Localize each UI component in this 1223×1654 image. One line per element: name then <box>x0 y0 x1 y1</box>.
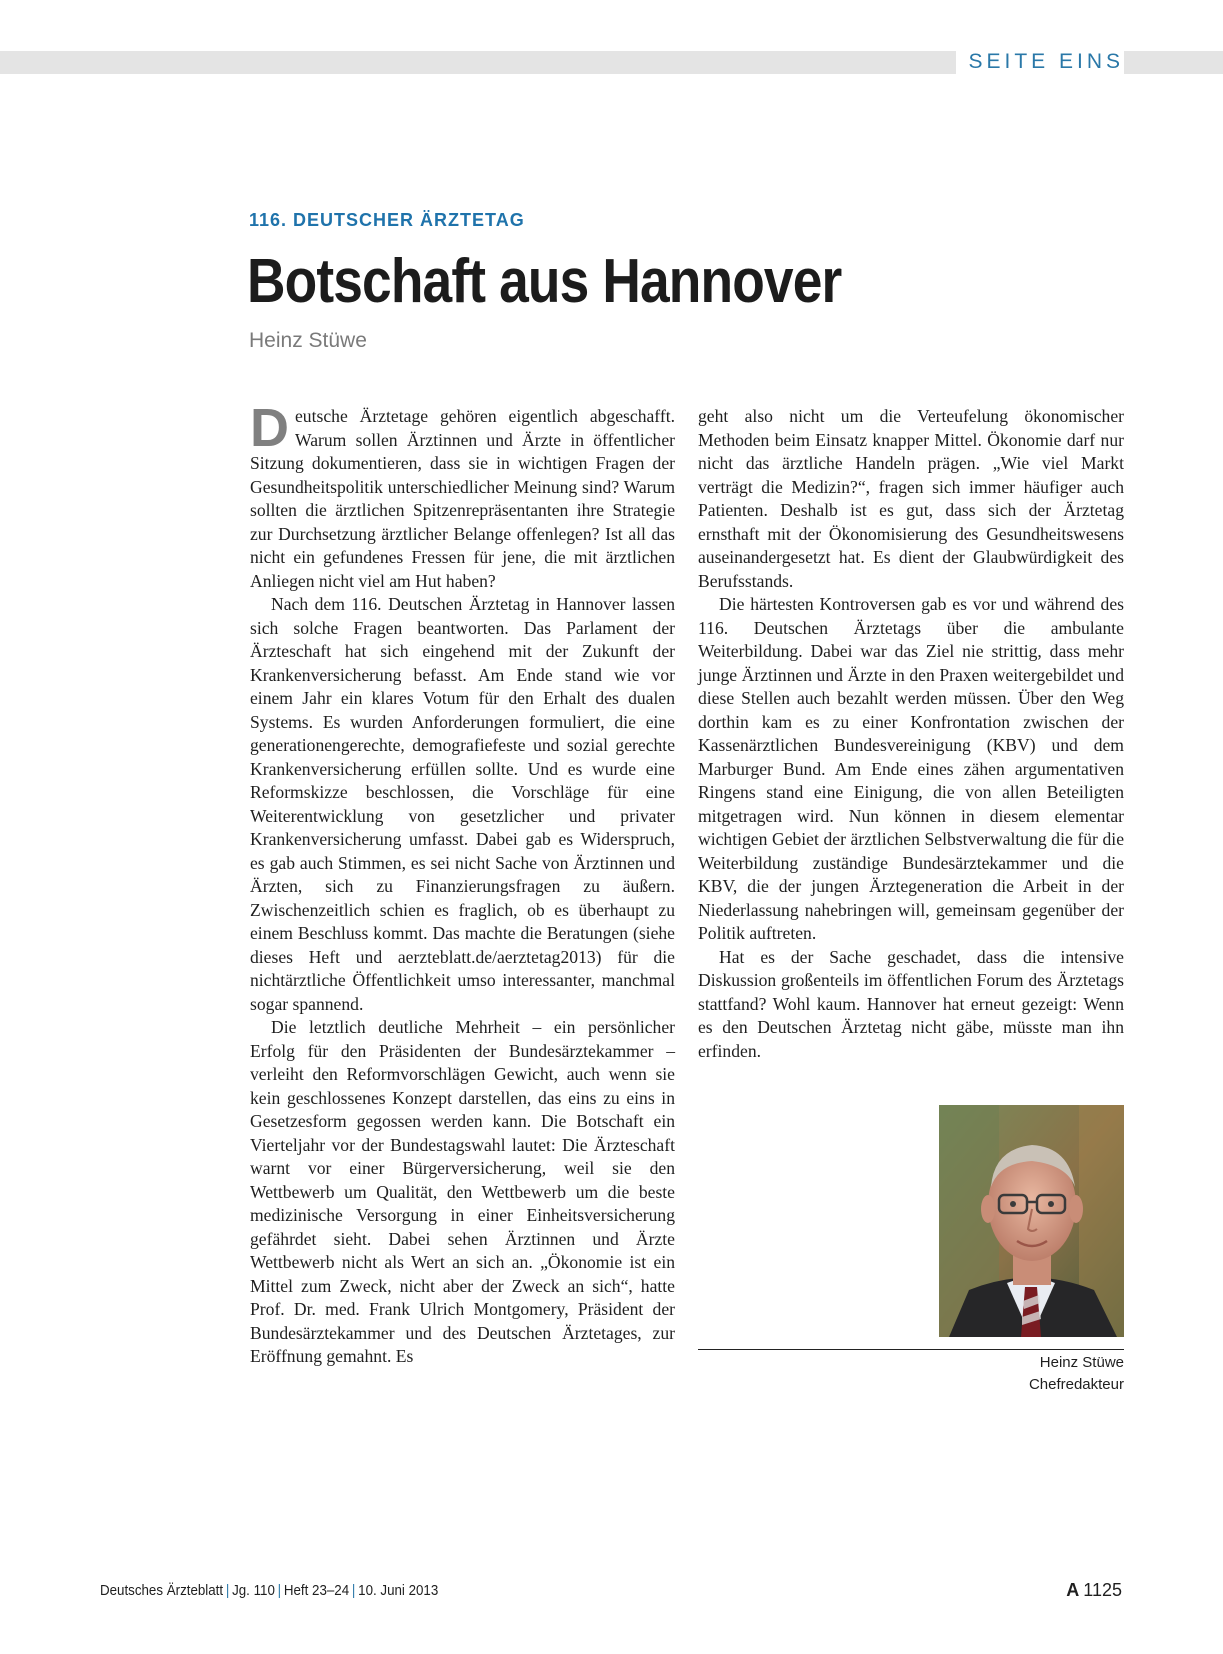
text-column-right <box>698 405 1124 1063</box>
caption-name: Heinz Stüwe <box>1039 1354 1124 1371</box>
article-author: Heinz Stüwe <box>249 329 367 352</box>
paragraph: Die härtesten Kontroversen gab es vor und während des 116. Deutschen Ärztetags über die ambulante Weiterbildung. Dabei war das Ziel nie strittig, dass mehr junge Ärztinnen und Ärzte in den Praxen weitergebildet und diese Stellen auch bezahlt werden müssen. Über den Weg dorthin kam es zu einer Konfrontation zwischen der Kassenärztlichen Bundesvereinigung (KBV) und dem Marburger Bund. Am Ende eines zähen argumentativen Ringens stand eine Einigung, die von allen Beteiligten mitgetragen wird. Nun können in diesem elementar wichtigen Gebiet der ärztlichen Selbstverwaltung die für die Weiterbildung zuständige Bundesärztekammer und die KBV, die der jungen Ärztegeneration die Arbeit in der Niederlassung nahebringen will, gemeinsam gegenüber der Politik auftreten. <box>698 594 1124 943</box>
footer-separator: | <box>277 1583 282 1599</box>
paragraph: geht also nicht um die Verteufelung ökonomischer Methoden beim Einsatz knapper Mittel. Ökonomie darf nur nicht das ärztliche Handeln prägen. „Wie viel Markt verträgt die Medizin?“, fragen sich immer häufiger auch Patienten. Deshalb ist es gut, dass sich der Ärztetag ernsthaft mit der Ökonomisierung des Gesundheitswesens auseinandergesetzt hat. Es dient der Glaubwürdigkeit des Berufsstands. <box>698 406 1124 591</box>
author-portrait <box>939 1105 1124 1337</box>
footer-volume: Jg. 110 <box>232 1583 275 1599</box>
text-column-left <box>250 398 675 1369</box>
footer-journal: Deutsches Ärzteblatt <box>100 1583 224 1599</box>
paragraph: Hat es der Sache geschadet, dass die intensive Diskussion großenteils im öffentlichen Forum des Ärztetags stattfand? Wohl kaum. Hannover hat erneut gezeigt: Wenn es den Deutschen Ärztetag nicht gäbe, müsste man ihn erfinden. <box>698 946 1124 1061</box>
paragraph: Deutsche Ärztetage gehören eigentlich abgeschafft. Warum sollen Ärztinnen und Ärzte in öffentlicher Sitzung dokumentieren, dass sie in wichtigen Fragen der Gesundheitspolitik unterschiedlicher Meinung sind? Warum sollten die ärztlichen Spitzenrepräsentanten ihre Strategie zur Durchsetzung ärztlicher Belange offenlegen? Ist all das nicht ein gefundenes Fressen für jene, die mit ärztlichen Anliegen nicht viel am Hut haben? <box>250 398 675 591</box>
footer-date: 10. Juni 2013 <box>358 1583 439 1599</box>
footer-issue: Heft 23–24 <box>283 1583 350 1599</box>
page-number-value: 1125 <box>1083 1580 1122 1600</box>
page-number <box>1066 1580 1122 1601</box>
article-title: Botschaft aus Hannover <box>247 247 842 316</box>
footer-separator: | <box>225 1583 230 1599</box>
page-prefix: A <box>1066 1580 1080 1600</box>
footer-citation <box>100 1583 438 1599</box>
photo-caption <box>1029 1352 1124 1396</box>
caption-rule <box>698 1349 1124 1350</box>
drop-cap: D <box>250 398 289 458</box>
footer-separator: | <box>351 1583 356 1599</box>
article-kicker: 116. DEUTSCHER ÄRZTETAG <box>249 210 525 230</box>
paragraph: Nach dem 116. Deutschen Ärztetag in Hannover lassen sich solche Fragen beantworten. Das Parlament der Ärzteschaft hat sich eingehend mit der Zukunft der Krankenversicherung befasst. Am Ende stand wie vor einem Jahr ein klares Votum für den Erhalt des dualen Systems. Es wurden Anforderungen formuliert, die eine generationengerechte, demografiefeste und sozial gerechte Krankenversicherung erfüllen sollte. Und es wurde eine Reformskizze beschlossen, die Vorschläge für eine Weiterentwicklung von gesetzlicher und privater Krankenversicherung umfasst. Dabei gab es Widerspruch, es gab auch Stimmen, es sei nicht Sache von Ärztinnen und Ärzten, sich zu Finanzierungsfragen zu äußern. Zwischenzeitlich schien es fraglich, ob es überhaupt zu einem Beschluss kommt. Das machte die Beratungen (siehe dieses Heft und aerzteblatt.de/aerztetag2013) für die nichtärztliche Öffentlichkeit umso interessanter, manchmal sogar spannend. <box>250 594 675 1014</box>
paragraph: Die letztlich deutliche Mehrheit – ein persönlicher Erfolg für den Präsidenten der Bundesärztekammer – verleiht den Reformvorschlägen Gewicht, auch wenn sie kein geschlossenes Konzept darstellen, das eins zu eins in Gesetzesform gegossen werden kann. Die Botschaft ein Vierteljahr vor der Bundestagswahl lautet: Die Ärzteschaft warnt vor einer Bürgerversicherung, weil sie den Wettbewerb um Qualität, den Wettbewerb um die beste medizinische Versorgung in einer Einheitsversicherung gefährdet sieht. Dabei sehen Ärztinnen und Ärzte Wettbewerb nicht als Wert an sich an. „Ökonomie ist ein Mittel zum Zweck, nicht aber der Zweck an sich“, hatte Prof. Dr. med. Frank Ulrich Montgomery, Präsident der Bundesärztekammer und des Deutschen Ärztetages, zur Eröffnung gemahnt. Es <box>250 1017 675 1366</box>
section-label: SEITE EINS <box>956 48 1124 76</box>
caption-role: Chefredakteur <box>1028 1376 1124 1393</box>
